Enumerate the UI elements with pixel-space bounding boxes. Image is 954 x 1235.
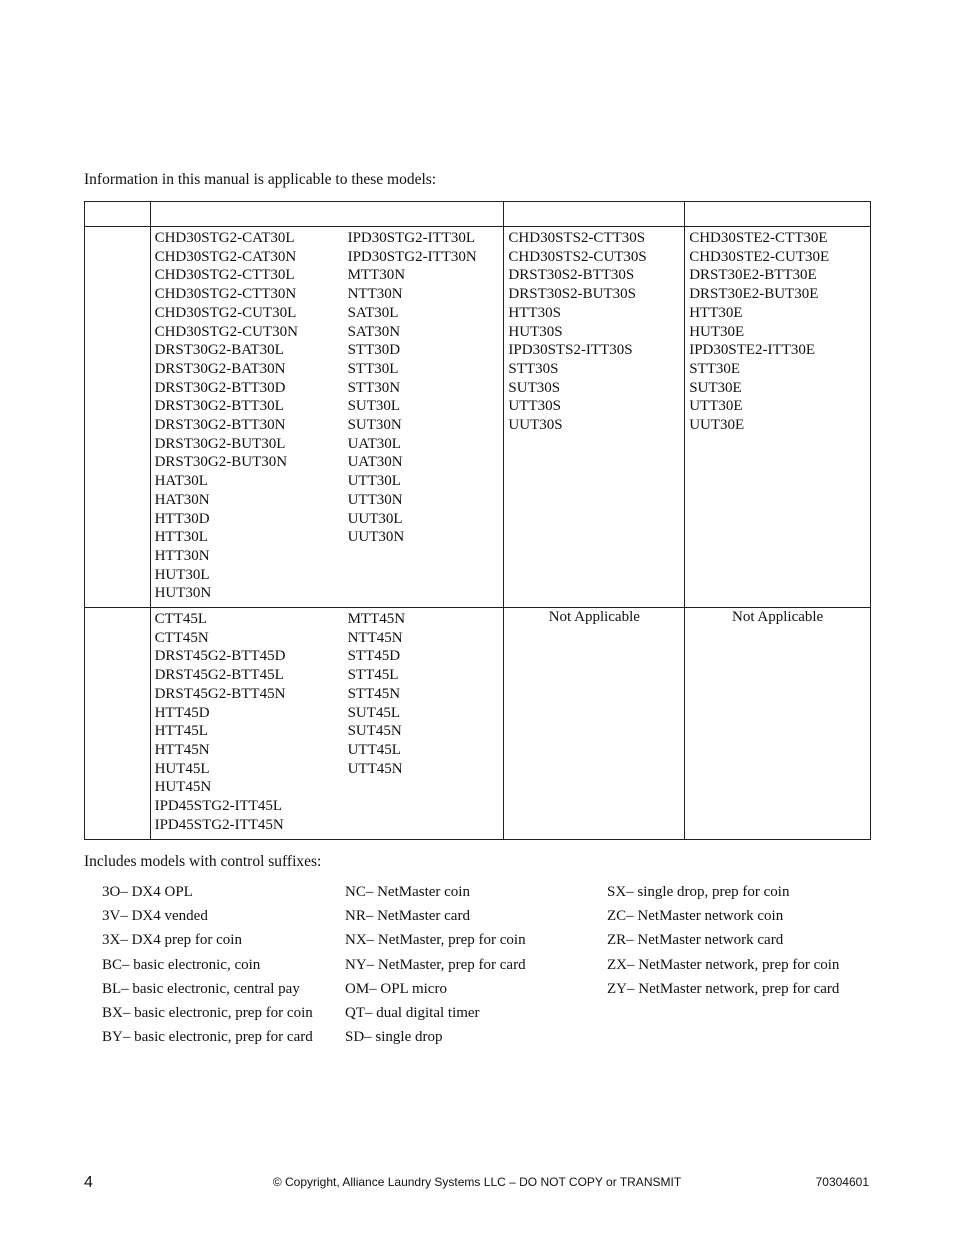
- list-item: QT– dual digital timer: [345, 1004, 480, 1021]
- list-item: HTT30L: [154, 529, 208, 546]
- not-applicable-cell: Not Applicable: [504, 608, 685, 839]
- standard-models-cell: [150, 608, 504, 839]
- list-item: NY– NetMaster, prep for card: [345, 956, 526, 973]
- suffix-list: [102, 884, 313, 1053]
- page-number: 4: [84, 1174, 93, 1191]
- list-item: BL– basic electronic, central pay: [102, 980, 300, 997]
- list-item: OM– OPL micro: [345, 980, 447, 997]
- list-item: CHD30STG2-CTT30L: [154, 267, 295, 284]
- list-item: STT30S: [508, 360, 559, 377]
- list-item: CHD30STG2-CUT30L: [154, 304, 297, 321]
- list-item: ZC– NetMaster network coin: [607, 908, 784, 925]
- list-item: STT30L: [347, 360, 399, 377]
- list-item: NR– NetMaster card: [345, 908, 470, 925]
- list-item: ZX– NetMaster network, prep for coin: [607, 956, 840, 973]
- list-item: UUT30L: [347, 510, 403, 527]
- list-item: 3V– DX4 vended: [102, 908, 208, 925]
- list-item: UUT30N: [347, 529, 405, 546]
- list-item: CTT45L: [154, 611, 208, 628]
- list-item: NTT45N: [347, 629, 403, 646]
- list-item: DRST30G2-BTT30D: [154, 379, 286, 396]
- list-item: DRST45G2-BTT45D: [154, 648, 286, 665]
- list-item: DRST30G2-BAT30N: [154, 360, 286, 377]
- list-item: HUT30E: [689, 323, 745, 340]
- list-item: IPD45STG2-ITT45L: [154, 798, 283, 815]
- list-item: SAT30N: [347, 323, 401, 340]
- list-item: DRST45G2-BTT45N: [154, 685, 286, 702]
- list-item: STT30E: [689, 360, 741, 377]
- list-item: DRST45G2-BTT45L: [154, 667, 284, 684]
- suffix-list: [607, 884, 839, 1005]
- list-item: STT45N: [347, 685, 401, 702]
- list-item: SUT45L: [347, 704, 401, 721]
- list-item: UTT45L: [347, 741, 401, 758]
- list-item: SUT30E: [689, 379, 742, 396]
- list-item: STT30N: [347, 379, 401, 396]
- copyright-notice: © Copyright, Alliance Laundry Systems LLC – DO NOT COPY or TRANSMIT: [272, 1175, 682, 1189]
- list-item: NC– NetMaster coin: [345, 884, 470, 900]
- suffix-list: [345, 884, 526, 1053]
- list-item: SUT30S: [508, 379, 561, 396]
- list-item: IPD30STE2-ITT30E: [689, 342, 816, 359]
- header-cell: [504, 202, 685, 227]
- list-item: IPD45STG2-ITT45N: [154, 816, 284, 833]
- list-item: DRST30G2-BUT30L: [154, 435, 286, 452]
- list-item: CHD30STS2-CTT30S: [508, 230, 646, 246]
- model-list: [348, 229, 477, 603]
- list-item: HUT30N: [154, 585, 212, 602]
- list-item: UTT30S: [508, 398, 561, 415]
- list-item: UTT45N: [347, 760, 403, 777]
- list-item: SX– single drop, prep for coin: [607, 884, 790, 900]
- list-item: HTT30D: [154, 510, 210, 527]
- list-item: UUT30S: [508, 417, 563, 434]
- model-list: [155, 610, 348, 834]
- list-item: UAT30N: [347, 454, 403, 471]
- list-item: CHD30STG2-CUT30N: [154, 323, 298, 340]
- list-item: BX– basic electronic, prep for coin: [102, 1004, 313, 1021]
- list-item: DRST30G2-BTT30N: [154, 417, 286, 434]
- list-item: HUT30L: [154, 566, 210, 583]
- intro-text: Information in this manual is applicable to these models:: [84, 171, 437, 188]
- group-label-cell: [85, 608, 151, 839]
- header-cell: [150, 202, 504, 227]
- list-item: DRST30S2-BTT30S: [508, 267, 635, 284]
- list-item: HTT30N: [154, 547, 210, 564]
- list-item: ZY– NetMaster network, prep for card: [607, 980, 840, 997]
- list-item: HUT30S: [508, 323, 563, 340]
- list-item: IPD30STG2-ITT30N: [347, 248, 477, 265]
- header-cell: [85, 202, 151, 227]
- list-item: HTT30S: [508, 304, 561, 321]
- list-item: CHD30STE2-CUT30E: [689, 248, 830, 265]
- list-item: HAT30L: [154, 473, 208, 490]
- not-applicable-cell: Not Applicable: [685, 608, 871, 839]
- list-item: HTT45N: [154, 741, 210, 758]
- list-item: NX– NetMaster, prep for coin: [345, 932, 526, 949]
- list-item: ZR– NetMaster network card: [607, 932, 784, 949]
- list-item: UUT30E: [689, 417, 745, 434]
- standard-models-cell: [150, 227, 504, 608]
- list-item: HTT45L: [154, 723, 208, 740]
- list-item: HTT45D: [154, 704, 210, 721]
- table-row: [85, 227, 871, 608]
- list-item: STT45D: [347, 648, 401, 665]
- list-item: UTT30L: [347, 473, 401, 490]
- list-item: DRST30E2-BTT30E: [689, 267, 817, 284]
- models-cell: [685, 227, 871, 608]
- model-list: [504, 227, 684, 439]
- list-item: HTT30E: [689, 304, 743, 321]
- list-item: IPD30STG2-ITT30L: [347, 230, 476, 246]
- list-item: HAT30N: [154, 491, 210, 508]
- models-table: [84, 201, 871, 840]
- list-item: BY– basic electronic, prep for card: [102, 1029, 313, 1046]
- models-cell: [504, 227, 685, 608]
- list-item: SUT30L: [347, 398, 401, 415]
- table-row: [85, 608, 871, 839]
- list-item: MTT45N: [347, 611, 406, 628]
- list-item: DRST30G2-BTT30L: [154, 398, 284, 415]
- table-header-row: [85, 202, 871, 227]
- list-item: DRST30E2-BUT30E: [689, 286, 819, 303]
- list-item: STT45L: [347, 667, 399, 684]
- document-code: 70304601: [815, 1175, 869, 1189]
- suffix-title: Includes models with control suffixes:: [84, 853, 322, 870]
- list-item: SAT30L: [347, 304, 399, 321]
- list-item: CHD30STG2-CAT30L: [154, 230, 295, 246]
- list-item: CHD30STG2-CAT30N: [154, 248, 297, 265]
- list-item: UTT30N: [347, 491, 403, 508]
- list-item: CHD30STG2-CTT30N: [154, 286, 297, 303]
- list-item: 3X– DX4 prep for coin: [102, 932, 242, 949]
- list-item: SUT30N: [347, 417, 402, 434]
- list-item: DRST30G2-BAT30L: [154, 342, 284, 359]
- list-item: UAT30L: [347, 435, 401, 452]
- list-item: UTT30E: [689, 398, 743, 415]
- list-item: CHD30STS2-CUT30S: [508, 248, 647, 265]
- header-cell: [685, 202, 871, 227]
- group-label-cell: [85, 227, 151, 608]
- model-list: [155, 229, 348, 603]
- list-item: DRST30G2-BUT30N: [154, 454, 288, 471]
- list-item: SUT45N: [347, 723, 402, 740]
- list-item: NTT30N: [347, 286, 403, 303]
- list-item: HUT45L: [154, 760, 210, 777]
- list-item: 3O– DX4 OPL: [102, 884, 193, 900]
- list-item: BC– basic electronic, coin: [102, 956, 261, 973]
- list-item: SD– single drop: [345, 1029, 443, 1046]
- model-list: [348, 610, 406, 834]
- list-item: CTT45N: [154, 629, 209, 646]
- list-item: IPD30STS2-ITT30S: [508, 342, 633, 359]
- list-item: STT30D: [347, 342, 401, 359]
- model-list: [685, 227, 870, 439]
- list-item: DRST30S2-BUT30S: [508, 286, 636, 303]
- list-item: MTT30N: [347, 267, 406, 284]
- list-item: HUT45N: [154, 779, 212, 796]
- list-item: CHD30STE2-CTT30E: [689, 230, 828, 246]
